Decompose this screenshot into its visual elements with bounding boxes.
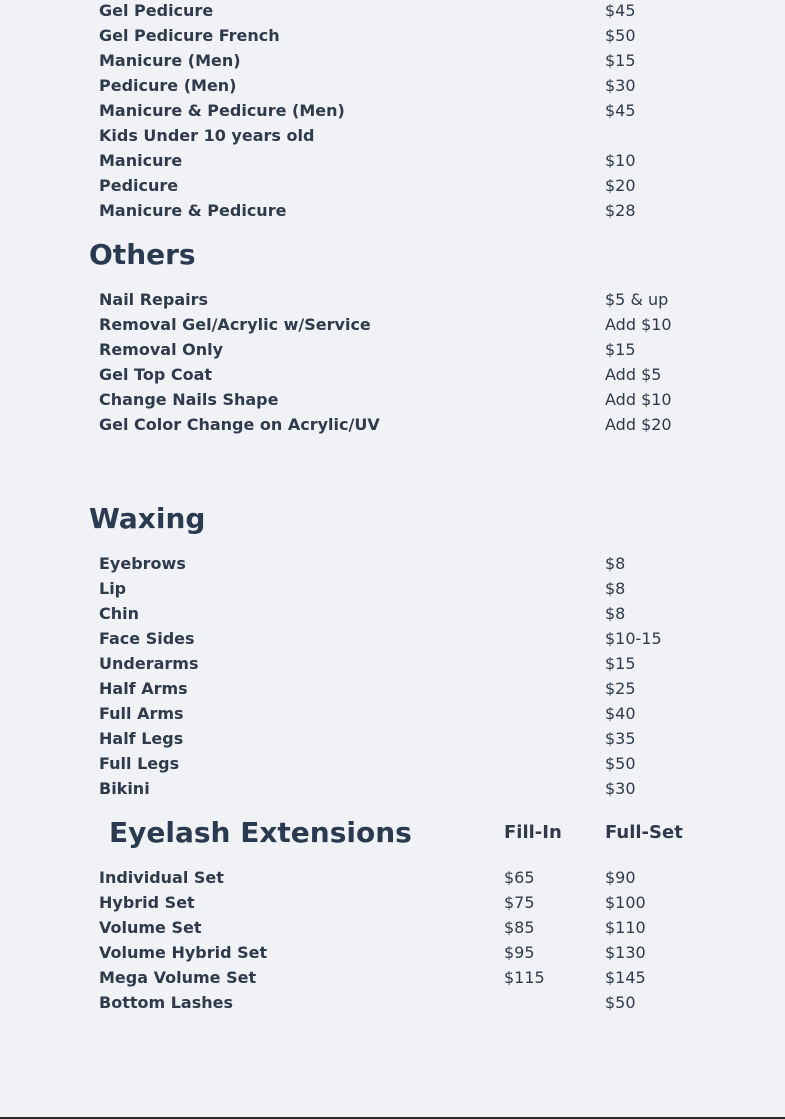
service-name: Underarms xyxy=(99,654,199,673)
service-price: $10 xyxy=(605,151,636,170)
service-price: $35 xyxy=(605,729,636,748)
service-price: $30 xyxy=(605,779,636,798)
service-price: Add $5 xyxy=(605,365,662,384)
service-price: $8 xyxy=(605,604,626,623)
list-item xyxy=(99,73,739,98)
service-name: Gel Color Change on Acrylic/UV xyxy=(99,415,380,434)
column-header-fill-in: Fill-In xyxy=(504,822,562,843)
list-item xyxy=(99,676,739,701)
service-name: Hybrid Set xyxy=(99,893,195,912)
service-name: Individual Set xyxy=(99,868,224,887)
service-price: Add $20 xyxy=(605,415,672,434)
service-name: Bikini xyxy=(99,779,150,798)
service-name: Half Legs xyxy=(99,729,184,748)
list-item xyxy=(99,337,739,362)
list-item xyxy=(99,98,739,123)
service-price: $20 xyxy=(605,176,636,195)
service-name: Kids Under 10 years old xyxy=(99,126,315,145)
subheading-kids xyxy=(99,123,739,148)
service-price: $25 xyxy=(605,679,636,698)
service-name: Half Arms xyxy=(99,679,188,698)
list-item xyxy=(99,362,739,387)
list-item xyxy=(99,751,739,776)
service-name: Pedicure (Men) xyxy=(99,76,237,95)
service-price: $45 xyxy=(605,1,636,20)
service-name: Change Nails Shape xyxy=(99,390,279,409)
fill-in-price: $75 xyxy=(504,893,535,912)
service-price: $8 xyxy=(605,554,626,573)
service-price: $40 xyxy=(605,704,636,723)
full-set-price: $145 xyxy=(605,968,646,987)
fill-in-price: $115 xyxy=(504,968,545,987)
service-price: $8 xyxy=(605,579,626,598)
service-price: $50 xyxy=(605,754,636,773)
list-item xyxy=(99,726,739,751)
list-item xyxy=(99,148,739,173)
full-set-price: $90 xyxy=(605,868,636,887)
service-name: Volume Set xyxy=(99,918,202,937)
service-name: Manicure & Pedicure (Men) xyxy=(99,101,345,120)
service-name: Chin xyxy=(99,604,140,623)
service-name: Gel Pedicure xyxy=(99,1,214,20)
service-name: Nail Repairs xyxy=(99,290,209,309)
list-item xyxy=(99,198,739,223)
list-item xyxy=(99,48,739,73)
list-item xyxy=(99,173,739,198)
full-set-price: $110 xyxy=(605,918,646,937)
section-heading-waxing: Waxing xyxy=(89,502,206,535)
service-price: $15 xyxy=(605,340,636,359)
service-name: Volume Hybrid Set xyxy=(99,943,268,962)
list-item xyxy=(99,387,739,412)
section-heading-others: Others xyxy=(89,238,196,271)
service-price: $5 & up xyxy=(605,290,669,309)
service-price: Add $10 xyxy=(605,390,672,409)
service-name: Full Legs xyxy=(99,754,180,773)
full-set-price: $50 xyxy=(605,993,636,1012)
list-item xyxy=(99,701,739,726)
service-name: Lip xyxy=(99,579,127,598)
service-price: $15 xyxy=(605,654,636,673)
service-price: $28 xyxy=(605,201,636,220)
service-name: Eyebrows xyxy=(99,554,186,573)
list-item xyxy=(99,601,739,626)
list-item xyxy=(99,776,739,801)
list-item xyxy=(99,626,739,651)
service-name: Bottom Lashes xyxy=(99,993,233,1012)
service-price: Add $10 xyxy=(605,315,672,334)
column-header-full-set: Full-Set xyxy=(605,822,683,843)
list-item xyxy=(99,576,739,601)
list-item xyxy=(99,965,739,990)
full-set-price: $100 xyxy=(605,893,646,912)
service-name: Face Sides xyxy=(99,629,195,648)
service-name: Gel Top Coat xyxy=(99,365,213,384)
service-name: Mega Volume Set xyxy=(99,968,257,987)
service-price: $45 xyxy=(605,101,636,120)
list-item xyxy=(99,915,739,940)
list-item xyxy=(99,287,739,312)
service-name: Manicure (Men) xyxy=(99,51,241,70)
list-item xyxy=(99,551,739,576)
list-item xyxy=(99,890,739,915)
full-set-price: $130 xyxy=(605,943,646,962)
service-name: Gel Pedicure French xyxy=(99,26,280,45)
list-item xyxy=(99,312,739,337)
list-item xyxy=(99,23,739,48)
fill-in-price: $85 xyxy=(504,918,535,937)
fill-in-price: $65 xyxy=(504,868,535,887)
section-heading-eyelash: Eyelash Extensions xyxy=(109,816,412,849)
service-name: Removal Only xyxy=(99,340,224,359)
list-item xyxy=(99,0,739,23)
list-item xyxy=(99,940,739,965)
list-item xyxy=(99,651,739,676)
service-name: Manicure & Pedicure xyxy=(99,201,287,220)
service-price: $15 xyxy=(605,51,636,70)
fill-in-price: $95 xyxy=(504,943,535,962)
service-price: $30 xyxy=(605,76,636,95)
service-price: $50 xyxy=(605,26,636,45)
list-item xyxy=(99,865,739,890)
service-name: Pedicure xyxy=(99,176,179,195)
service-name: Removal Gel/Acrylic w/Service xyxy=(99,315,371,334)
list-item xyxy=(99,412,739,437)
service-name: Manicure xyxy=(99,151,183,170)
service-name: Full Arms xyxy=(99,704,184,723)
list-item xyxy=(99,990,739,1015)
service-price: $10-15 xyxy=(605,629,662,648)
